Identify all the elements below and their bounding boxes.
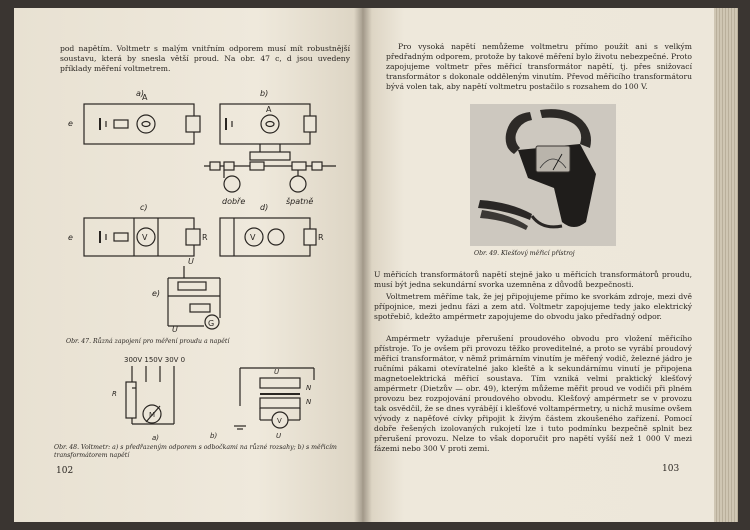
fig47-good-label: dobře (222, 197, 246, 206)
svg-text:G: G (208, 319, 215, 328)
intro-text: pod napětím. Voltmetr s malým vnitřním odporem musí mít robustnější soustavu, která by snesla větší proud. Na obr. 47 c, d jsou uvedeny příklady měření voltmetrem. (60, 44, 350, 73)
svg-text:N: N (306, 384, 312, 392)
svg-text:N: N (306, 398, 312, 406)
svg-text:R: R (318, 233, 324, 242)
svg-text:V: V (142, 233, 148, 242)
fig48-label-b: b) (210, 432, 218, 440)
fig47-label-a: a) (136, 89, 145, 98)
book-gutter (354, 8, 372, 522)
right-page (362, 8, 714, 522)
figure-47 (54, 82, 354, 338)
fig47-bad-label: špatně (286, 197, 314, 206)
paragraph-3: Ampérmetr vyžaduje přerušení proudového obvodu pro vložení měřicího přístroje. To je ovšem při provozu těžko proveditelné, a proto se vyrábí proudový měřicí transformátor, v němž primárním vinutím je měřený vodič, železné jádro je ručními pákami otevíratelné jako kleště a k sekundárnímu vinutí je připojena magnetoelektrická měřicí soustava. Tím vzniká velmi praktický klešťový ampérmetr (Dietzův — obr. 49), kterým můžeme měřit proud ve vodiči při plném provozu bez rozpojování proudového obvodu. Klešťový ampérmetr se v provozu tak osvědčil, že se dnes vyrábějí i klešťové voltampérmetry, u nichž musíme ovšem vývody z napěťové cívky připojit k živým částem zkoušeného zařízení. Pomocí dobře řešených izolovaných rukojetí lze i tuto podmínku bezpečně splnit bez přerušení provozu. Nelze to však doporučit pro napětí vyšší než 1 000 V mezi fázemi nebo 300 V proti zemi. (374, 334, 692, 453)
fig47-label-d: d) (260, 203, 269, 212)
fig47-label-b: b) (260, 89, 269, 98)
svg-text:A: A (142, 93, 148, 102)
top-paragraph: Pro vysoká napětí nemůžeme voltmetru přímo použít ani s velkým předřadným odporem, protože by takové měření bylo životu nebezpečné. Proto zapojujeme voltmetr přes měřicí transformátor napětí, tj. přes snižovací transformátor s dokonale odděleným vinutím. Převod měřicího transformátoru bývá volen tak, aby napětí voltmetru postačilo s rozsahem do 100 V. (386, 42, 692, 91)
svg-text:U: U (274, 368, 280, 376)
fig48-caption: Obr. 48. Voltmetr: a) s předřazeným odporem s odbočkami na různé rozsahy; b) s měřicím transformátorem napětí (54, 444, 337, 459)
page-number-left: 102 (56, 466, 74, 476)
svg-text:V: V (250, 233, 256, 242)
svg-text:e: e (68, 233, 73, 242)
svg-text:U: U (188, 257, 194, 266)
paragraph-2: Voltmetrem měříme tak, že jej připojujeme přímo ke svorkám zdroje, mezi dvě přípojnice, mezi jednu fázi a zem atd. Voltmetr zapojujeme tedy jako elektrický spotřebič, kdežto ampérmetr zapojujeme do obvodu jako předřadný odpor. (374, 292, 692, 321)
figure-48 (74, 352, 344, 442)
left-page (14, 8, 362, 522)
svg-text:A: A (266, 105, 272, 114)
svg-text:U: U (276, 432, 282, 440)
svg-text:e: e (68, 119, 73, 128)
fig47-caption: Obr. 47. Různá zapojení pro měření proudu a napětí (66, 338, 230, 345)
svg-text:R: R (202, 233, 208, 242)
clamp-meter-photo (470, 104, 616, 246)
fig48-label-a: a) (152, 434, 160, 442)
paragraph-1: U měřicích transformátorů napětí stejně jako u měřicích transformátorů proudu, musí být jedna sekundární svorka uzemněna z důvodů bezpečnosti. (374, 270, 692, 289)
page-number-right: 103 (662, 464, 680, 474)
svg-text:V: V (277, 417, 282, 425)
svg-text:R: R (112, 390, 117, 398)
svg-text:M: M (149, 411, 156, 419)
fig47-label-c: c) (140, 203, 148, 212)
fig47-label-e: e) (152, 289, 161, 298)
svg-text:U: U (172, 325, 178, 334)
fig49-caption: Obr. 49. Klešťový měřicí přístroj (474, 250, 575, 257)
page-edges (714, 8, 738, 522)
fig48-voltages: 300V 150V 30V 0 (124, 356, 186, 364)
